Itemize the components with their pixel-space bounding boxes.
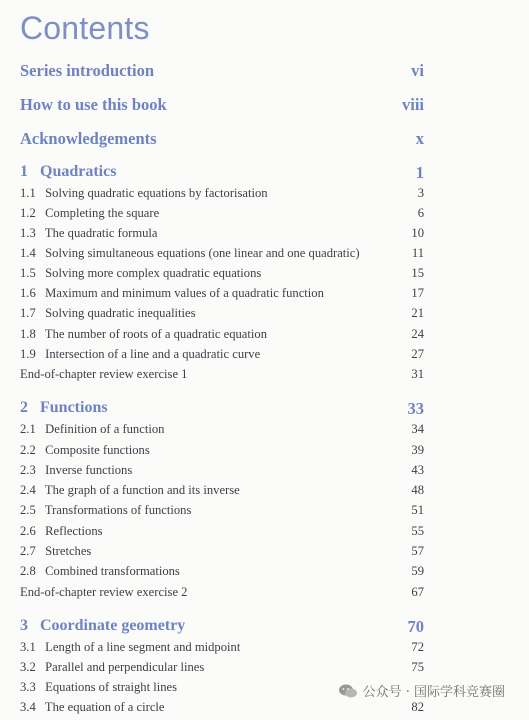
section-page: 72 — [411, 640, 424, 654]
section-title: Maximum and minimum values of a quadratic function — [45, 286, 324, 300]
toc-section[interactable] — [0, 463, 529, 483]
section-number: 1.8 — [20, 327, 36, 341]
toc-chapter-heading[interactable] — [0, 399, 529, 419]
chapter-page: 70 — [407, 617, 424, 636]
section-title: Reflections — [45, 524, 103, 538]
toc-section[interactable] — [0, 266, 529, 286]
section-number: 1.3 — [20, 226, 36, 240]
section-title: Parallel and perpendicular lines — [45, 660, 205, 674]
toc-entry-page: vi — [411, 61, 424, 80]
chapter-number: 2 — [20, 399, 28, 416]
section-number: 2.7 — [20, 544, 36, 558]
section-page: 11 — [411, 246, 424, 260]
section-title: Transformations of functions — [44, 503, 192, 517]
section-page: 6 — [417, 206, 424, 220]
toc-section[interactable] — [0, 186, 529, 206]
section-title: Inverse functions — [45, 463, 133, 477]
review-page: 31 — [411, 367, 424, 381]
section-page: 10 — [411, 226, 424, 240]
section-number: 2.1 — [20, 422, 36, 436]
toc-section[interactable] — [0, 306, 529, 326]
section-page: 82 — [411, 700, 424, 714]
section-number: 3.3 — [20, 680, 36, 694]
section-title: Definition of a function — [45, 422, 165, 436]
section-number: 2.8 — [20, 564, 36, 578]
section-page: 59 — [411, 564, 424, 578]
toc-entry-label: How to use this book — [20, 95, 167, 114]
toc-front-entry[interactable] — [0, 95, 529, 115]
section-number: 3.2 — [20, 660, 36, 674]
section-title: The number of roots of a quadratic equation — [44, 327, 267, 341]
section-title: The quadratic formula — [44, 226, 158, 240]
toc-front-entry[interactable] — [0, 61, 529, 81]
section-number: 1.4 — [20, 246, 36, 260]
section-number: 2.3 — [20, 463, 36, 477]
page-title: Contents — [20, 10, 150, 46]
chapter-title: Coordinate geometry — [40, 617, 186, 634]
toc-review-exercise[interactable] — [0, 585, 529, 605]
watermark-text: 公众号 · 国际学科竞赛圈 — [362, 685, 505, 700]
section-title: Solving simultaneous equations (one linear and one quadratic) — [45, 246, 360, 260]
toc-section[interactable] — [0, 640, 529, 660]
section-title: The equation of a circle — [44, 700, 165, 714]
section-page: 75 — [411, 660, 424, 674]
section-title: Solving quadratic inequalities — [45, 306, 196, 320]
toc-entry-label: Acknowledgements — [20, 129, 157, 148]
section-number: 2.5 — [20, 503, 36, 517]
toc-section[interactable] — [0, 443, 529, 463]
section-title: Solving quadratic equations by factorisation — [45, 186, 268, 200]
section-page: 17 — [411, 286, 424, 300]
chapter-page: 33 — [407, 399, 424, 418]
toc-section[interactable] — [0, 286, 529, 306]
section-number: 2.6 — [20, 524, 36, 538]
section-number: 1.6 — [20, 286, 36, 300]
toc-section[interactable] — [0, 700, 529, 720]
section-page: 48 — [411, 483, 424, 497]
review-page: 67 — [411, 585, 424, 599]
chapter-number: 1 — [20, 163, 28, 180]
toc-entry-label: Series introduction — [20, 61, 154, 80]
wechat-icon — [338, 683, 358, 699]
chapter-title: Quadratics — [40, 163, 117, 180]
section-page: 57 — [411, 544, 424, 558]
toc-section[interactable] — [0, 483, 529, 503]
toc-section[interactable] — [0, 503, 529, 523]
section-title: The graph of a function and its inverse — [44, 483, 240, 497]
toc-chapter-heading[interactable] — [0, 617, 529, 637]
section-title: Equations of straight lines — [45, 680, 178, 694]
toc-section[interactable] — [0, 524, 529, 544]
section-number: 3.1 — [20, 640, 36, 654]
watermark — [338, 681, 505, 700]
toc-section[interactable] — [0, 327, 529, 347]
section-page: 3 — [417, 186, 424, 200]
toc-section[interactable] — [0, 564, 529, 584]
section-title: Length of a line segment and midpoint — [45, 640, 241, 654]
section-number: 1.5 — [20, 266, 36, 280]
chapter-number: 3 — [20, 617, 28, 634]
section-page: 55 — [411, 524, 424, 538]
section-page: 51 — [411, 503, 424, 517]
section-title: Solving more complex quadratic equations — [45, 266, 262, 280]
toc-section[interactable] — [0, 544, 529, 564]
section-number: 1.2 — [20, 206, 36, 220]
section-number: 3.4 — [20, 700, 36, 714]
toc-section[interactable] — [0, 246, 529, 266]
toc-review-exercise[interactable] — [0, 367, 529, 387]
review-label: End-of-chapter review exercise 2 — [20, 585, 188, 599]
toc-section[interactable] — [0, 660, 529, 680]
section-page: 43 — [411, 463, 424, 477]
section-number: 1.9 — [20, 347, 36, 361]
section-number: 1.1 — [20, 186, 36, 200]
section-page: 24 — [411, 327, 424, 341]
section-page: 15 — [411, 266, 424, 280]
chapter-title: Functions — [40, 399, 108, 416]
section-number: 1.7 — [20, 306, 36, 320]
toc-section[interactable] — [0, 347, 529, 367]
toc-section[interactable] — [0, 206, 529, 226]
section-page: 27 — [411, 347, 424, 361]
toc-entry-page: viii — [401, 95, 424, 114]
section-number: 2.4 — [20, 483, 36, 497]
section-title: Intersection of a line and a quadratic curve — [45, 347, 261, 361]
section-title: Completing the square — [45, 206, 160, 220]
section-title: Combined transformations — [45, 564, 180, 578]
section-number: 2.2 — [20, 443, 36, 457]
review-label: End-of-chapter review exercise 1 — [20, 367, 188, 381]
section-page: 21 — [411, 306, 424, 320]
toc-front-entry[interactable] — [0, 129, 529, 149]
section-title: Composite functions — [45, 443, 150, 457]
toc-chapter-heading[interactable] — [0, 163, 529, 183]
section-page: 34 — [411, 422, 424, 436]
toc-entry-page: x — [415, 129, 424, 148]
chapter-page: 1 — [415, 163, 424, 182]
section-page: 39 — [411, 443, 424, 457]
section-title: Stretches — [45, 544, 92, 558]
toc-section[interactable] — [0, 226, 529, 246]
toc-section[interactable] — [0, 422, 529, 442]
